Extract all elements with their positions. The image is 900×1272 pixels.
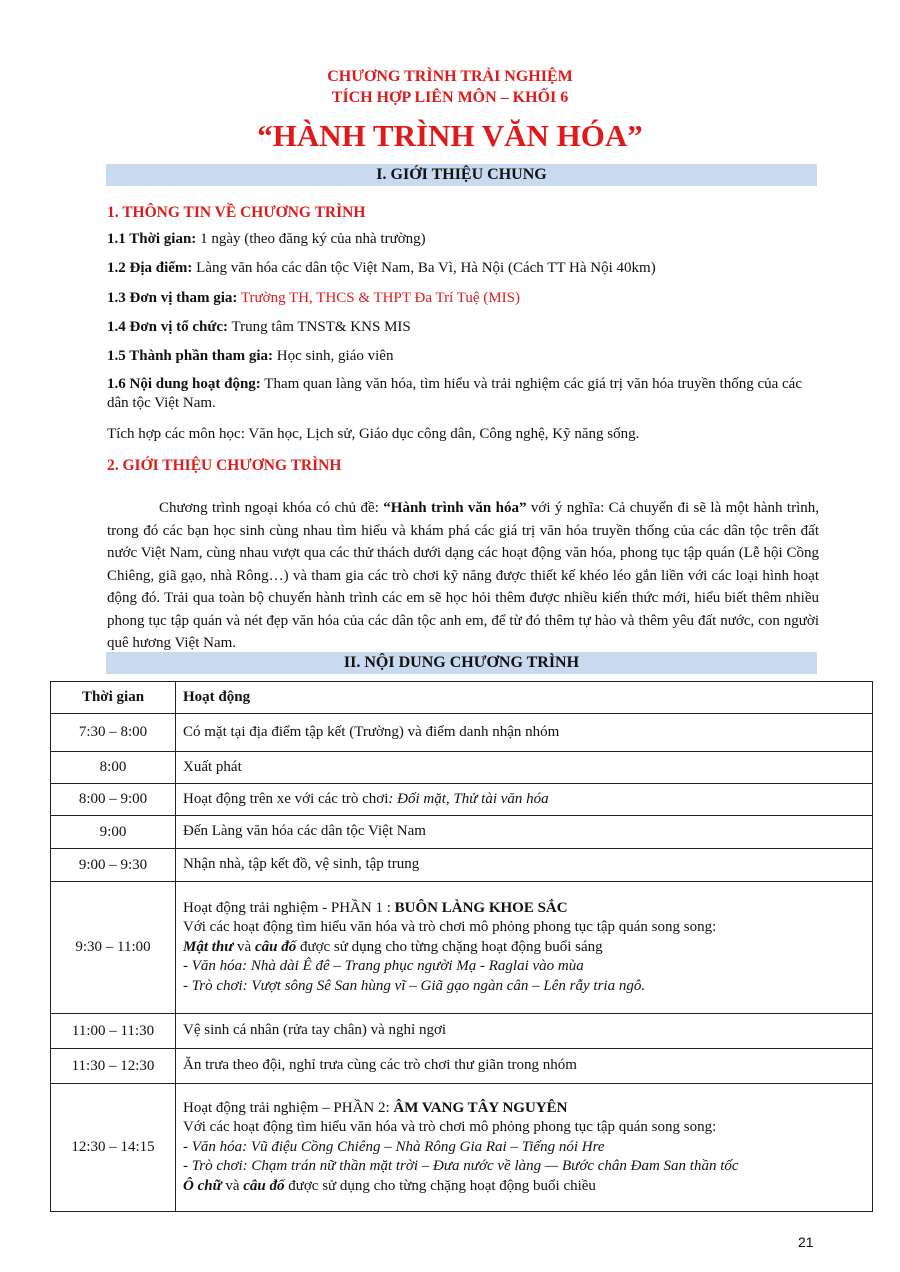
header-line-1: CHƯƠNG TRÌNH TRẢI NGHIỆM — [327, 68, 573, 85]
activity-cell — [176, 784, 873, 816]
activity-line: - Trò chơi: Vượt sông Sê San hùng vĩ – Giã gạo ngàn cân – Lên rẫy tria ngô. — [183, 977, 646, 994]
activity-text: Hoạt động trên xe với các trò chơi — [183, 790, 389, 807]
table-row — [51, 882, 873, 1014]
time-cell: 8:00 – 9:00 — [51, 784, 176, 816]
info-item-participant-unit — [107, 289, 819, 308]
page-title: “HÀNH TRÌNH VĂN HÓA” — [257, 118, 643, 153]
activity-cell: Xuất phát — [176, 752, 873, 784]
time-cell: 8:00 — [51, 752, 176, 784]
phase-title: BUÔN LÀNG KHOE SẮC — [394, 899, 568, 916]
integration-text: Tích hợp các môn học: Văn học, Lịch sử, Giáo dục công dân, Công nghệ, Kỹ năng sống. — [107, 426, 640, 442]
phase-intro: Hoạt động trải nghiệm - PHẦN 1 : — [183, 899, 395, 916]
time-cell: 12:30 – 14:15 — [51, 1084, 176, 1212]
activity-line — [183, 899, 872, 919]
activity-cell: Có mặt tại địa điểm tập kết (Trường) và điểm danh nhận nhóm — [176, 714, 873, 752]
activity-line: - Văn hóa: Vũ điệu Cồng Chiêng – Nhà Rông Gia Rai – Tiếng nói Hre — [183, 1138, 605, 1155]
connector-text: và — [221, 1177, 244, 1194]
time-cell: 11:30 – 12:30 — [51, 1049, 176, 1084]
info-label: 1.6 Nội dung hoạt động: — [107, 376, 261, 392]
section-2-heading: II. NỘI DUNG CHƯƠNG TRÌNH — [106, 652, 817, 674]
info-label: 1.2 Địa điểm: — [107, 260, 193, 276]
table-row — [51, 752, 873, 784]
subheading-program-info: 1. THÔNG TIN VỀ CHƯƠNG TRÌNH — [107, 204, 366, 221]
info-item-time — [107, 230, 819, 249]
program-header — [0, 66, 900, 108]
phase-intro: Hoạt động trải nghiệm – PHẦN 2: — [183, 1099, 394, 1116]
table-row — [51, 816, 873, 849]
info-value: Tham quan làng văn hóa, tìm hiểu và trải nghiệm các giá trị văn hóa truyền thống của các dân tộc Việt Nam. — [107, 376, 802, 411]
table-row — [51, 1014, 873, 1049]
table-row — [51, 1049, 873, 1084]
activity-text: được sử dụng cho từng chặng hoạt động buổi chiều — [284, 1177, 596, 1194]
intro-paragraph — [107, 497, 819, 655]
activity-line: Với các hoạt động tìm hiểu văn hóa và trò chơi mô phỏng phong tục tập quán song song: — [183, 1119, 717, 1136]
info-item-organizer — [107, 318, 819, 337]
table-header-row — [51, 682, 873, 714]
intro-post: với ý nghĩa: Cả chuyến đi sẽ là một hành trình, trong đó các bạn học sinh cùng nhau tìm hiểu và khám phá các giá trị văn hóa truyền thống của các dân tộc trên đất nước Việt Nam, cùng nhau vượt qua các thử thách dưới dạng các hoạt động văn hóa, phong tục tập quán (Lễ hội Cồng Chiêng, giã gạo, nhà Rông…) và tham gia các trò chơi kỹ năng được thiết kế khéo léo gắn liền với các loại hình hoạt động đó. Trải qua toàn bộ chuyến hành trình các em sẽ học hỏi thêm được nhiều kiến thức mới, hiểu biết thêm nhiều phong tục tập quán và nét đẹp văn hóa của các dân tộc anh em, để từ đó thêm tự hào và thêm yêu đất nước, con người quê hương Việt Nam. — [107, 500, 819, 651]
info-value: Học sinh, giáo viên — [273, 348, 394, 364]
activity-line — [183, 1177, 872, 1197]
intro-theme: “Hành trình văn hóa” — [383, 500, 527, 516]
info-item-location — [107, 259, 819, 278]
activity-cell: Vệ sinh cá nhân (rửa tay chân) và nghỉ ngơi — [176, 1014, 873, 1049]
info-value: 1 ngày (theo đăng ký của nhà trường) — [196, 231, 426, 247]
table-row — [51, 1084, 873, 1212]
info-value: Làng văn hóa các dân tộc Việt Nam, Ba Vì, Hà Nội (Cách TT Hà Nội 40km) — [192, 260, 656, 276]
subheading-program-intro: 2. GIỚI THIỆU CHƯƠNG TRÌNH — [107, 457, 342, 474]
activity-cell — [176, 1084, 873, 1212]
activity-text: được sử dụng cho từng chặng hoạt động buổi sáng — [296, 938, 603, 955]
info-label: 1.3 Đơn vị tham gia: — [107, 290, 238, 306]
activity-line: - Văn hóa: Nhà dài Ê đê – Trang phục người Mạ - Raglai vào mùa — [183, 958, 584, 975]
activity-cell — [176, 882, 873, 1014]
time-cell: 9:00 — [51, 816, 176, 849]
activity-cell: Đến Làng văn hóa các dân tộc Việt Nam — [176, 816, 873, 849]
info-item-participants — [107, 347, 819, 366]
table-row — [51, 784, 873, 816]
riddle-text: câu đố — [243, 1177, 285, 1194]
info-value: Trường TH, THCS & THPT Đa Trí Tuệ (MIS) — [237, 290, 520, 306]
activity-cell: Nhận nhà, tập kết đồ, vệ sinh, tập trung — [176, 849, 873, 882]
riddle-text: câu đố — [254, 938, 297, 955]
activity-line — [183, 938, 872, 958]
info-item-content — [107, 375, 819, 413]
time-cell: 9:30 – 11:00 — [51, 882, 176, 1014]
info-label: 1.4 Đơn vị tổ chức: — [107, 319, 229, 335]
page-number: 21 — [798, 1234, 814, 1250]
table-row — [51, 849, 873, 882]
secret-letter-text: Mật thư — [183, 938, 234, 955]
info-value: Trung tâm TNST& KNS MIS — [228, 319, 411, 335]
info-label: 1.5 Thành phần tham gia: — [107, 348, 274, 364]
activity-line: - Trò chơi: Chạm trán nữ thần mặt trời – Đưa nước về làng — Bước chân Đam San thần tốc — [183, 1158, 739, 1175]
header-line-2: TÍCH HỢP LIÊN MÔN – KHỐI 6 — [331, 89, 569, 106]
schedule-table — [50, 681, 873, 1212]
table-row — [51, 714, 873, 752]
activity-line: Với các hoạt động tìm hiểu văn hóa và trò chơi mô phỏng phong tục tập quán song song: — [183, 919, 717, 936]
col-header-activity: Hoạt động — [176, 682, 873, 714]
activity-line — [183, 1099, 872, 1119]
activity-cell: Ăn trưa theo đội, nghỉ trưa cùng các trò chơi thư giãn trong nhóm — [176, 1049, 873, 1084]
activity-games: : Đối mặt, Thử tài văn hóa — [388, 790, 549, 807]
connector-text: và — [233, 938, 255, 955]
time-cell: 7:30 – 8:00 — [51, 714, 176, 752]
crossword-text: Ô chữ — [183, 1177, 222, 1194]
intro-pre: Chương trình ngoại khóa có chủ đề: — [159, 500, 384, 516]
phase-title: ÂM VANG TÂY NGUYÊN — [393, 1099, 568, 1116]
time-cell: 9:00 – 9:30 — [51, 849, 176, 882]
info-label: 1.1 Thời gian: — [107, 231, 197, 247]
col-header-time: Thời gian — [51, 682, 176, 714]
section-1-heading: I. GIỚI THIỆU CHUNG — [106, 164, 817, 186]
time-cell: 11:00 – 11:30 — [51, 1014, 176, 1049]
